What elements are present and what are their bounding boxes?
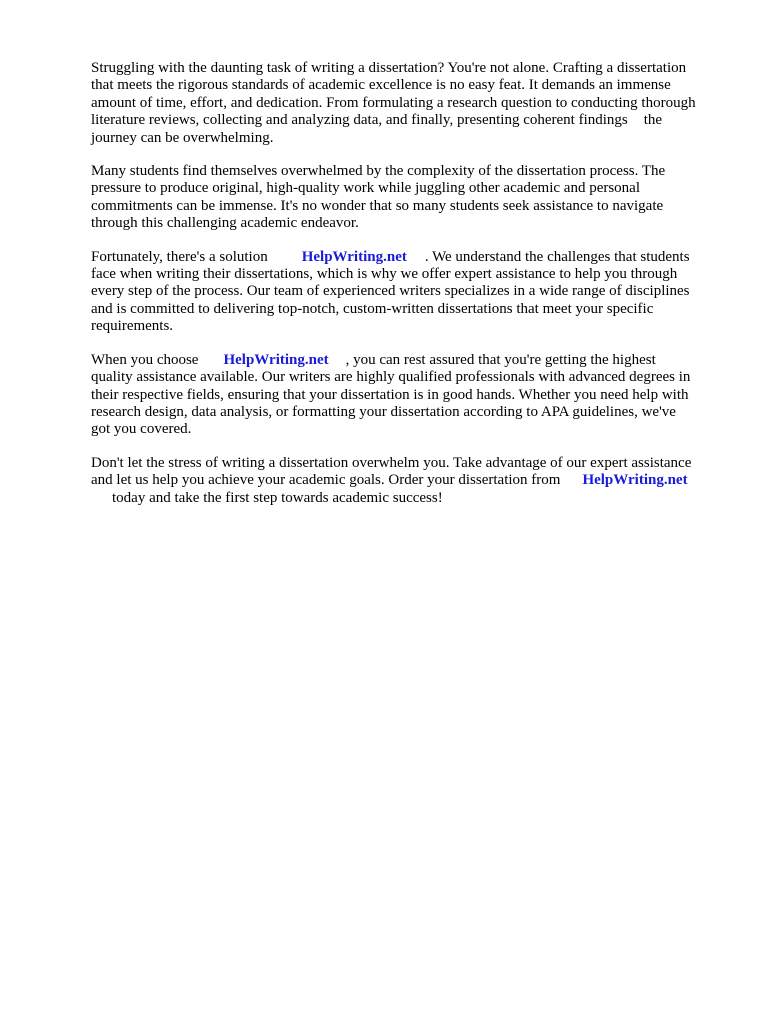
text-line: pressure to produce original, high-quality work while juggling other academic and personal [91, 180, 641, 197]
document-page [91, 60, 731, 523]
text-fragment: . We understand the challenges that students [424, 248, 690, 265]
text-line: journey can be overwhelming. [91, 129, 274, 146]
text-line: amount of time, effort, and dedication. From formulating a research question to conducting thorough [91, 94, 696, 111]
text-line: got you covered. [91, 421, 192, 438]
text-line: literature reviews, collecting and analyzing data, and finally, presenting coherent findings [91, 112, 628, 129]
text-fragment: , you can rest assured that you're getting the highest [345, 351, 656, 368]
text-line: When you choose [91, 351, 199, 368]
text-line: commitments can be immense. It's no wonder that so many students seek assistance to navigate [91, 197, 664, 214]
text-line: requirements. [91, 318, 174, 335]
text-line: Struggling with the daunting task of writing a dissertation? You're not alone. Crafting a dissertation [91, 60, 687, 76]
text-fragment: the [643, 112, 663, 129]
helpwriting-link[interactable]: HelpWriting.net [582, 472, 688, 489]
paragraph-problem [91, 163, 731, 233]
text-line: their respective fields, ensuring that your dissertation is in good hands. Whether you need help with [91, 386, 689, 403]
text-line: Fortunately, there's a solution [91, 248, 268, 265]
paragraph-closing [91, 455, 731, 507]
text-line: today and take the first step towards academic success! [112, 489, 443, 506]
paragraph-intro [91, 60, 731, 147]
paragraph-choose [91, 352, 731, 439]
text-line: face when writing their dissertations, which is why we offer expert assistance to help you through [91, 266, 678, 283]
text-line: Many students find themselves overwhelmed by the complexity of the dissertation process. The [91, 163, 666, 180]
text-line: Don't let the stress of writing a dissertation overwhelm you. Take advantage of our expert assistance [91, 454, 692, 471]
text-line: research design, data analysis, or formatting your dissertation according to APA guidelines, we've [91, 403, 676, 420]
helpwriting-link[interactable]: HelpWriting.net [223, 351, 329, 368]
helpwriting-link[interactable]: HelpWriting.net [301, 248, 407, 265]
text-line: and let us help you achieve your academic goals. Order your dissertation from [91, 472, 561, 489]
text-line: every step of the process. Our team of experienced writers specializes in a wide range of disciplines [91, 283, 690, 300]
text-line: through this challenging academic endeavor. [91, 215, 359, 232]
text-line: that meets the rigorous standards of academic excellence is no easy feat. It demands an immense [91, 77, 671, 94]
text-line: quality assistance available. Our writers are highly qualified professionals with advanced degrees in [91, 369, 691, 386]
text-line: and is committed to delivering top-notch, custom-written dissertations that meet your specific [91, 300, 654, 317]
paragraph-solution [91, 249, 731, 336]
